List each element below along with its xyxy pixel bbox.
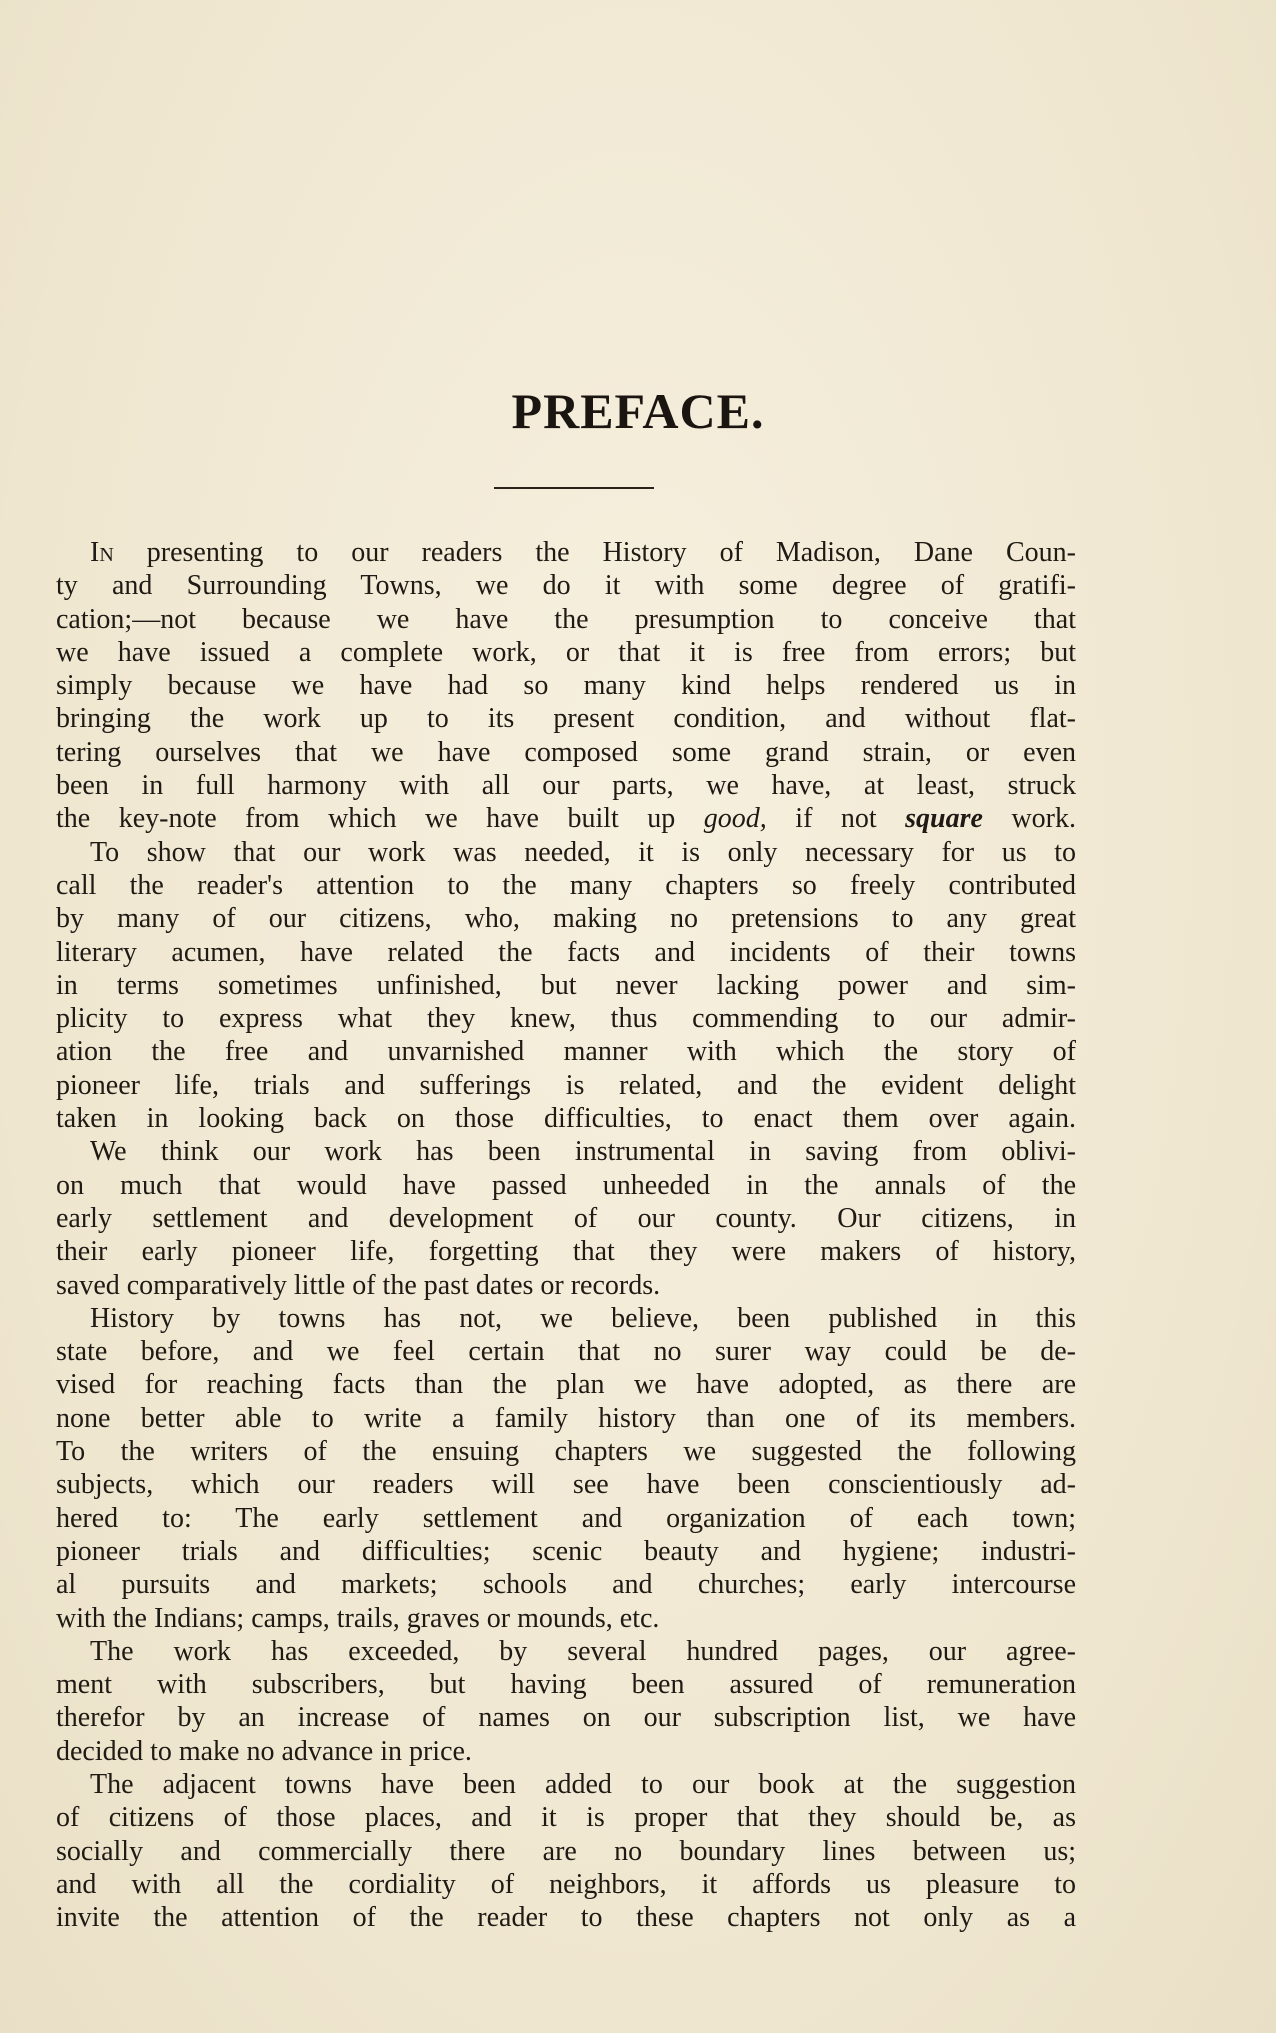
text-line: early settlement and development of our county. Our citizens, in [56, 1202, 1076, 1234]
text-line: none better able to write a family history than one of its members. [56, 1402, 1076, 1434]
text-line: literary acumen, have related the facts and incidents of their towns [56, 936, 1076, 968]
text-line: by many of our citizens, who, making no pretensions to any great [56, 903, 1076, 935]
text-line: saved comparatively little of the past dates or records. [56, 1269, 661, 1301]
text-line: state before, and we feel certain that no surer way could be de- [56, 1336, 1076, 1368]
text-line: al pursuits and markets; schools and churches; early intercourse [56, 1569, 1076, 1601]
text-line: their early pioneer life, forgetting that they were makers of history, [56, 1236, 1076, 1268]
dropcap-word: In [90, 537, 114, 568]
text-line: with the Indians; camps, trails, graves or mounds, etc. [56, 1602, 660, 1634]
text-line: in terms sometimes unfinished, but never lacking power and sim- [56, 969, 1076, 1001]
italic-word: good, [703, 803, 767, 835]
text-line: socially and commercially there are no boundary lines between us; [56, 1835, 1076, 1867]
title-rule [494, 487, 654, 489]
text-line: and with all the cordiality of neighbors, it affords us pleasure to [56, 1868, 1076, 1900]
text-line: bringing the work up to its present condition, and without flat- [56, 703, 1076, 735]
text-line: plicity to express what they knew, thus commending to our admir- [56, 1003, 1076, 1035]
text-line: on much that would have passed unheeded in the annals of the [56, 1169, 1076, 1201]
page-title: PREFACE. [511, 383, 765, 439]
text-fragment: the key-note from which we have built up [56, 803, 704, 835]
text-line: hered to: The early settlement and organization of each town; [56, 1502, 1076, 1534]
text-line [56, 536, 1076, 569]
text-line: To the writers of the ensuing chapters we suggested the following [56, 1436, 1076, 1468]
text-line: History by towns has not, we believe, been published in this [90, 1302, 1076, 1334]
text-line: To show that our work was needed, it is only necessary for us to [90, 836, 1076, 868]
text-line: ment with subscribers, but having been assured of remuneration [56, 1669, 1076, 1701]
text-line [56, 802, 1076, 835]
text-line: subjects, which our readers will see have been conscientiously ad- [56, 1469, 1076, 1501]
text-line: decided to make no advance in price. [56, 1735, 472, 1767]
text-line: taken in looking back on those difficulties, to enact them over again. [56, 1103, 1076, 1135]
preface-body [56, 536, 1076, 1934]
text-line: ty and Surrounding Towns, we do it with some degree of gratifi- [56, 570, 1076, 602]
text-line: therefor by an increase of names on our subscription list, we have [56, 1702, 1076, 1734]
text-line: ation the free and unvarnished manner with which the story of [56, 1036, 1076, 1068]
text-fragment: work. [982, 803, 1076, 835]
text-line: vised for reaching facts than the plan we have adopted, as there are [56, 1369, 1076, 1401]
text-line-content: presenting to our readers the History of Madison, Dane Coun- [113, 537, 1076, 568]
text-fragment: if not [766, 803, 906, 835]
text-line: cation;—not because we have the presumption to conceive that [56, 603, 1076, 635]
text-line: tering ourselves that we have composed some grand strain, or even [56, 736, 1076, 768]
text-line: We think our work has been instrumental in saving from oblivi- [90, 1136, 1076, 1168]
text-line: call the reader's attention to the many chapters so freely contributed [56, 869, 1076, 901]
text-line: been in full harmony with all our parts, we have, at least, struck [56, 770, 1076, 802]
italic-word: square [905, 803, 983, 835]
text-line: pioneer trials and difficulties; scenic beauty and hygiene; industri- [56, 1535, 1076, 1567]
text-line: The adjacent towns have been added to our book at the suggestion [90, 1768, 1076, 1800]
text-line: simply because we have had so many kind helps rendered us in [56, 670, 1076, 702]
text-line: invite the attention of the reader to these chapters not only as a [56, 1902, 1076, 1934]
text-line: pioneer life, trials and sufferings is related, and the evident delight [56, 1069, 1076, 1101]
text-line: The work has exceeded, by several hundred pages, our agree- [90, 1635, 1076, 1667]
text-line: of citizens of those places, and it is proper that they should be, as [56, 1802, 1076, 1834]
text-line: we have issued a complete work, or that it is free from errors; but [56, 636, 1076, 668]
